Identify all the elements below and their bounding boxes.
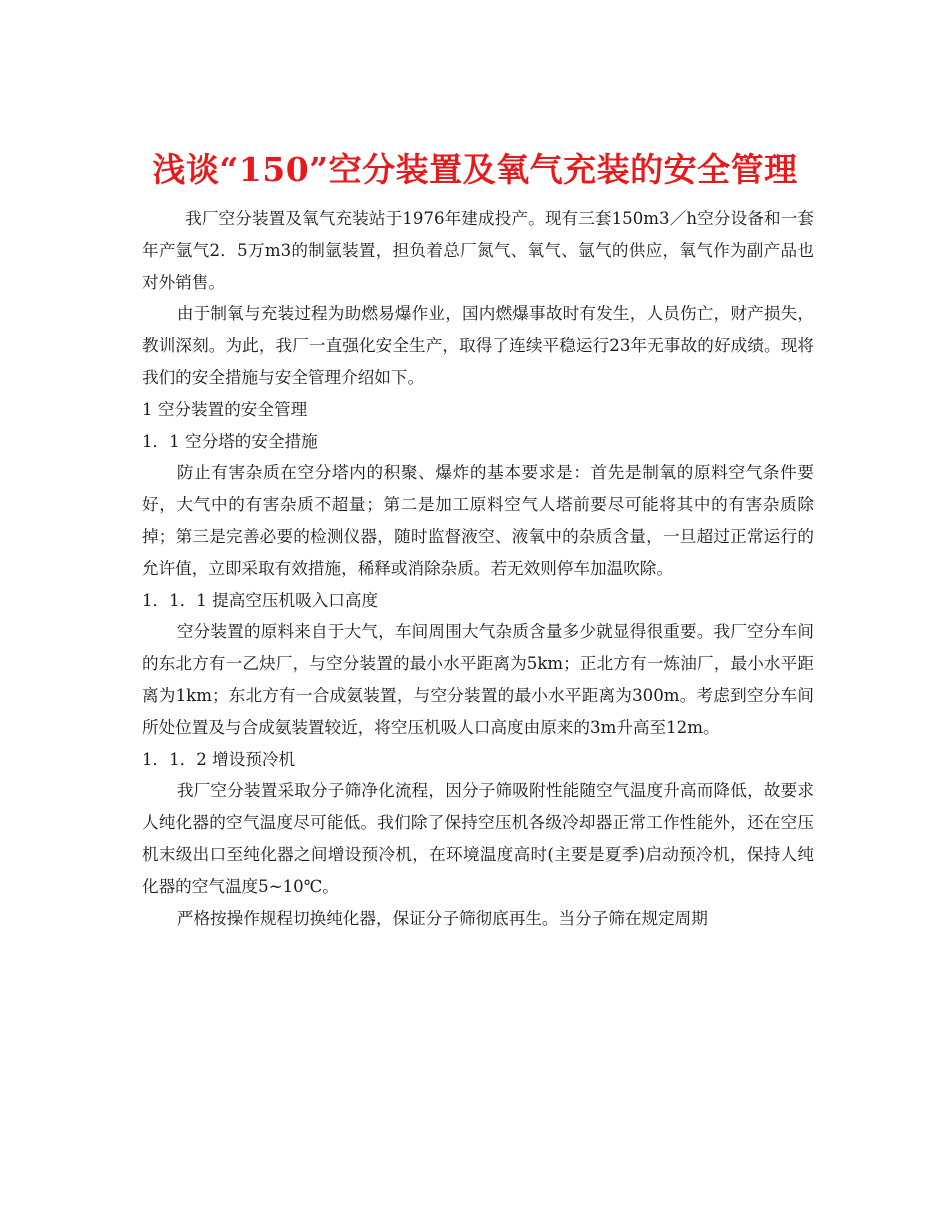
intro-paragraph-1: 我厂空分装置及氧气充装站于1976年建成投产。现有三套150m3／h空分设备和一套年产氩气2．5万m3的制氩装置，担负着总厂氮气、氧气、氩气的供应，氧气作为副产品也对外销售。 — [142, 209, 814, 292]
section-1-1-2-paragraph-2: 严格按操作规程切换纯化器，保证分子筛彻底再生。当分子筛在规定周期 — [176, 908, 708, 928]
section-1-1-2-paragraph: 我厂空分装置采取分子筛净化流程，因分子筛吸附性能随空气温度升高而降低，故要求人纯化器的空气温度尽可能低。我们除了保持空压机各级冷却器正常工作性能外，还在空压机末级出口至纯化器之间增设预冷机，在环境温度高时(主要是夏季)启动预冷机，保持人纯化器的空气温度5~10℃。 — [142, 781, 814, 896]
section-1-1-paragraph: 防止有害杂质在空分塔内的积聚、爆炸的基本要求是：首先是制氧的原料空气条件要好，大气中的有害杂质不超量；第二是加工原料空气人塔前要尽可能将其中的有害杂质除掉；第三是完善必要的检测仪器，随时监督液空、液氧中的杂质含量，一旦超过正常运行的允许值，立即采取有效措施，稀释或消除杂质。若无效则停车加温吹除。 — [142, 463, 814, 578]
section-1-1-2-heading: 1．1．2 增设预冷机 — [142, 749, 296, 769]
section-1-1-1-paragraph: 空分装置的原料来自于大气，车间周围大气杂质含量多少就显得很重要。我厂空分车间的东北方有一乙炔厂，与空分装置的最小水平距离为5km；正北方有一炼油厂，最小水平距离为1km；东北方有一合成氨装置，与空分装置的最小水平距离为300m。考虑到空分车间所处位置及与合成氨装置较近，将空压机吸人口高度由原来的3m升高至12m。 — [142, 622, 814, 737]
section-1-1-1-heading: 1．1．1 提高空压机吸入口高度 — [142, 590, 379, 610]
section-1-heading: 1 空分装置的安全管理 — [142, 399, 308, 419]
document-body — [142, 203, 814, 934]
document-title: 浅谈“150”空分装置及氧气充装的安全管理 — [152, 150, 798, 190]
intro-paragraph-2: 由于制氧与充装过程为助燃易爆作业，国内燃爆事故时有发生，人员伤亡，财产损失，教训深刻。为此，我厂一直强化安全生产，取得了连续平稳运行23年无事故的好成绩。现将我们的安全措施与安全管理介绍如下。 — [142, 304, 814, 387]
section-1-1-heading: 1．1 空分塔的安全措施 — [142, 431, 318, 451]
